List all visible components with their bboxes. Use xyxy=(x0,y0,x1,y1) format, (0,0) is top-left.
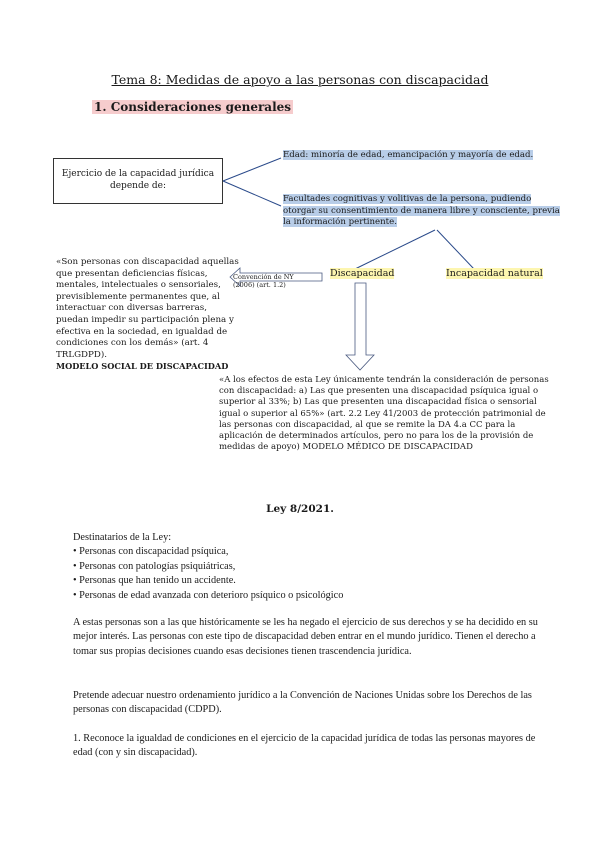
section-heading: 1. Consideraciones generales xyxy=(94,100,292,114)
paragraph-igualdad: 1. Reconoce la igualdad de condiciones en el ejercicio de la capacidad jurídica de todas las personas mayores de edad (con y sin discapacidad). xyxy=(73,733,536,759)
connector-edad xyxy=(223,158,281,181)
connector-discapacidad xyxy=(355,230,435,269)
list-item: • Personas con patologías psiquiátricas, xyxy=(73,560,236,572)
quote-left xyxy=(56,257,240,373)
down-arrow xyxy=(346,283,374,370)
paragraph-cdpd: Pretende adecuar nuestro ordenamiento jurídico a la Convención de Naciones Unidas sobre los Derechos de las personas con discapacidad (CDPD). xyxy=(73,690,532,716)
paragraph-historical: A estas personas son a las que históricamente se les ha negado el ejercicio de sus derechos y se ha decidido en su mejor interés. Las personas con este tipo de discapacidad deben entrar en el mundo jurídico. Tienen el derecho a tomar sus propias decisiones cuando esas decisiones tienen trascendencia jurídica. xyxy=(73,617,538,657)
quote-right: «A los efectos de esta Ley únicamente tendrán la consideración de personas con discapacidad: a) Las que presenten una discapacidad psíquica igual o superior al 33%; b) Las que presenten una discapacidad física o sensorial igual o superior al 65%» (art. 2.2 Ley 41/2003 de protección patrimonial de las personas con discapacidad, al que se remite la DA 4.a CC para la aplicación de determinados artículos, pero no para los de la provisión de medidas de apoyo) MODELO MÉDICO DE DISCAPACIDAD xyxy=(219,375,549,453)
connector-facultades xyxy=(223,181,281,206)
quote-left-model: MODELO SOCIAL DE DISCAPACIDAD xyxy=(56,361,229,372)
branch-facultades: Facultades cognitivas y volitivas de la persona, pudiendo otorgar su consentimiento de manera libre y consciente, previa la información pertinente. xyxy=(283,194,560,227)
convention-note: Convención de NY (2006) (art. 1.2) xyxy=(233,273,294,289)
label-incapacidad: Incapacidad natural xyxy=(446,268,543,279)
list-item: • Personas de edad avanzada con deterioro psíquico o psicológico xyxy=(73,589,344,601)
quote-left-text: «Son personas con discapacidad aquellas que presentan deficiencias físicas, mentales, intelectuales o sensoriales, previsiblemente permanentes que, al interactuar con diversas barreras, puedan impedir su participación plena y efectiva en la sociedad, en igualdad de condiciones con los demás» (art. 4 TRLGDPD). xyxy=(56,257,239,360)
connector-incapacidad xyxy=(437,230,474,269)
page-title: Tema 8: Medidas de apoyo a las personas con discapacidad xyxy=(111,72,489,87)
ley-heading: Ley 8/2021. xyxy=(266,503,334,515)
list-item: • Personas con discapacidad psíquica, xyxy=(73,546,229,558)
label-discapacidad: Discapacidad xyxy=(330,268,395,279)
destinatarios-title: Destinatarios de la Ley: xyxy=(73,532,172,543)
branch-edad: Edad: minoría de edad, emancipación y mayoría de edad. xyxy=(283,150,534,160)
destinatarios-block xyxy=(73,531,343,603)
capacity-box: Ejercicio de la capacidad jurídica depende de: xyxy=(53,158,223,204)
list-item: • Personas que han tenido un accidente. xyxy=(73,575,236,587)
